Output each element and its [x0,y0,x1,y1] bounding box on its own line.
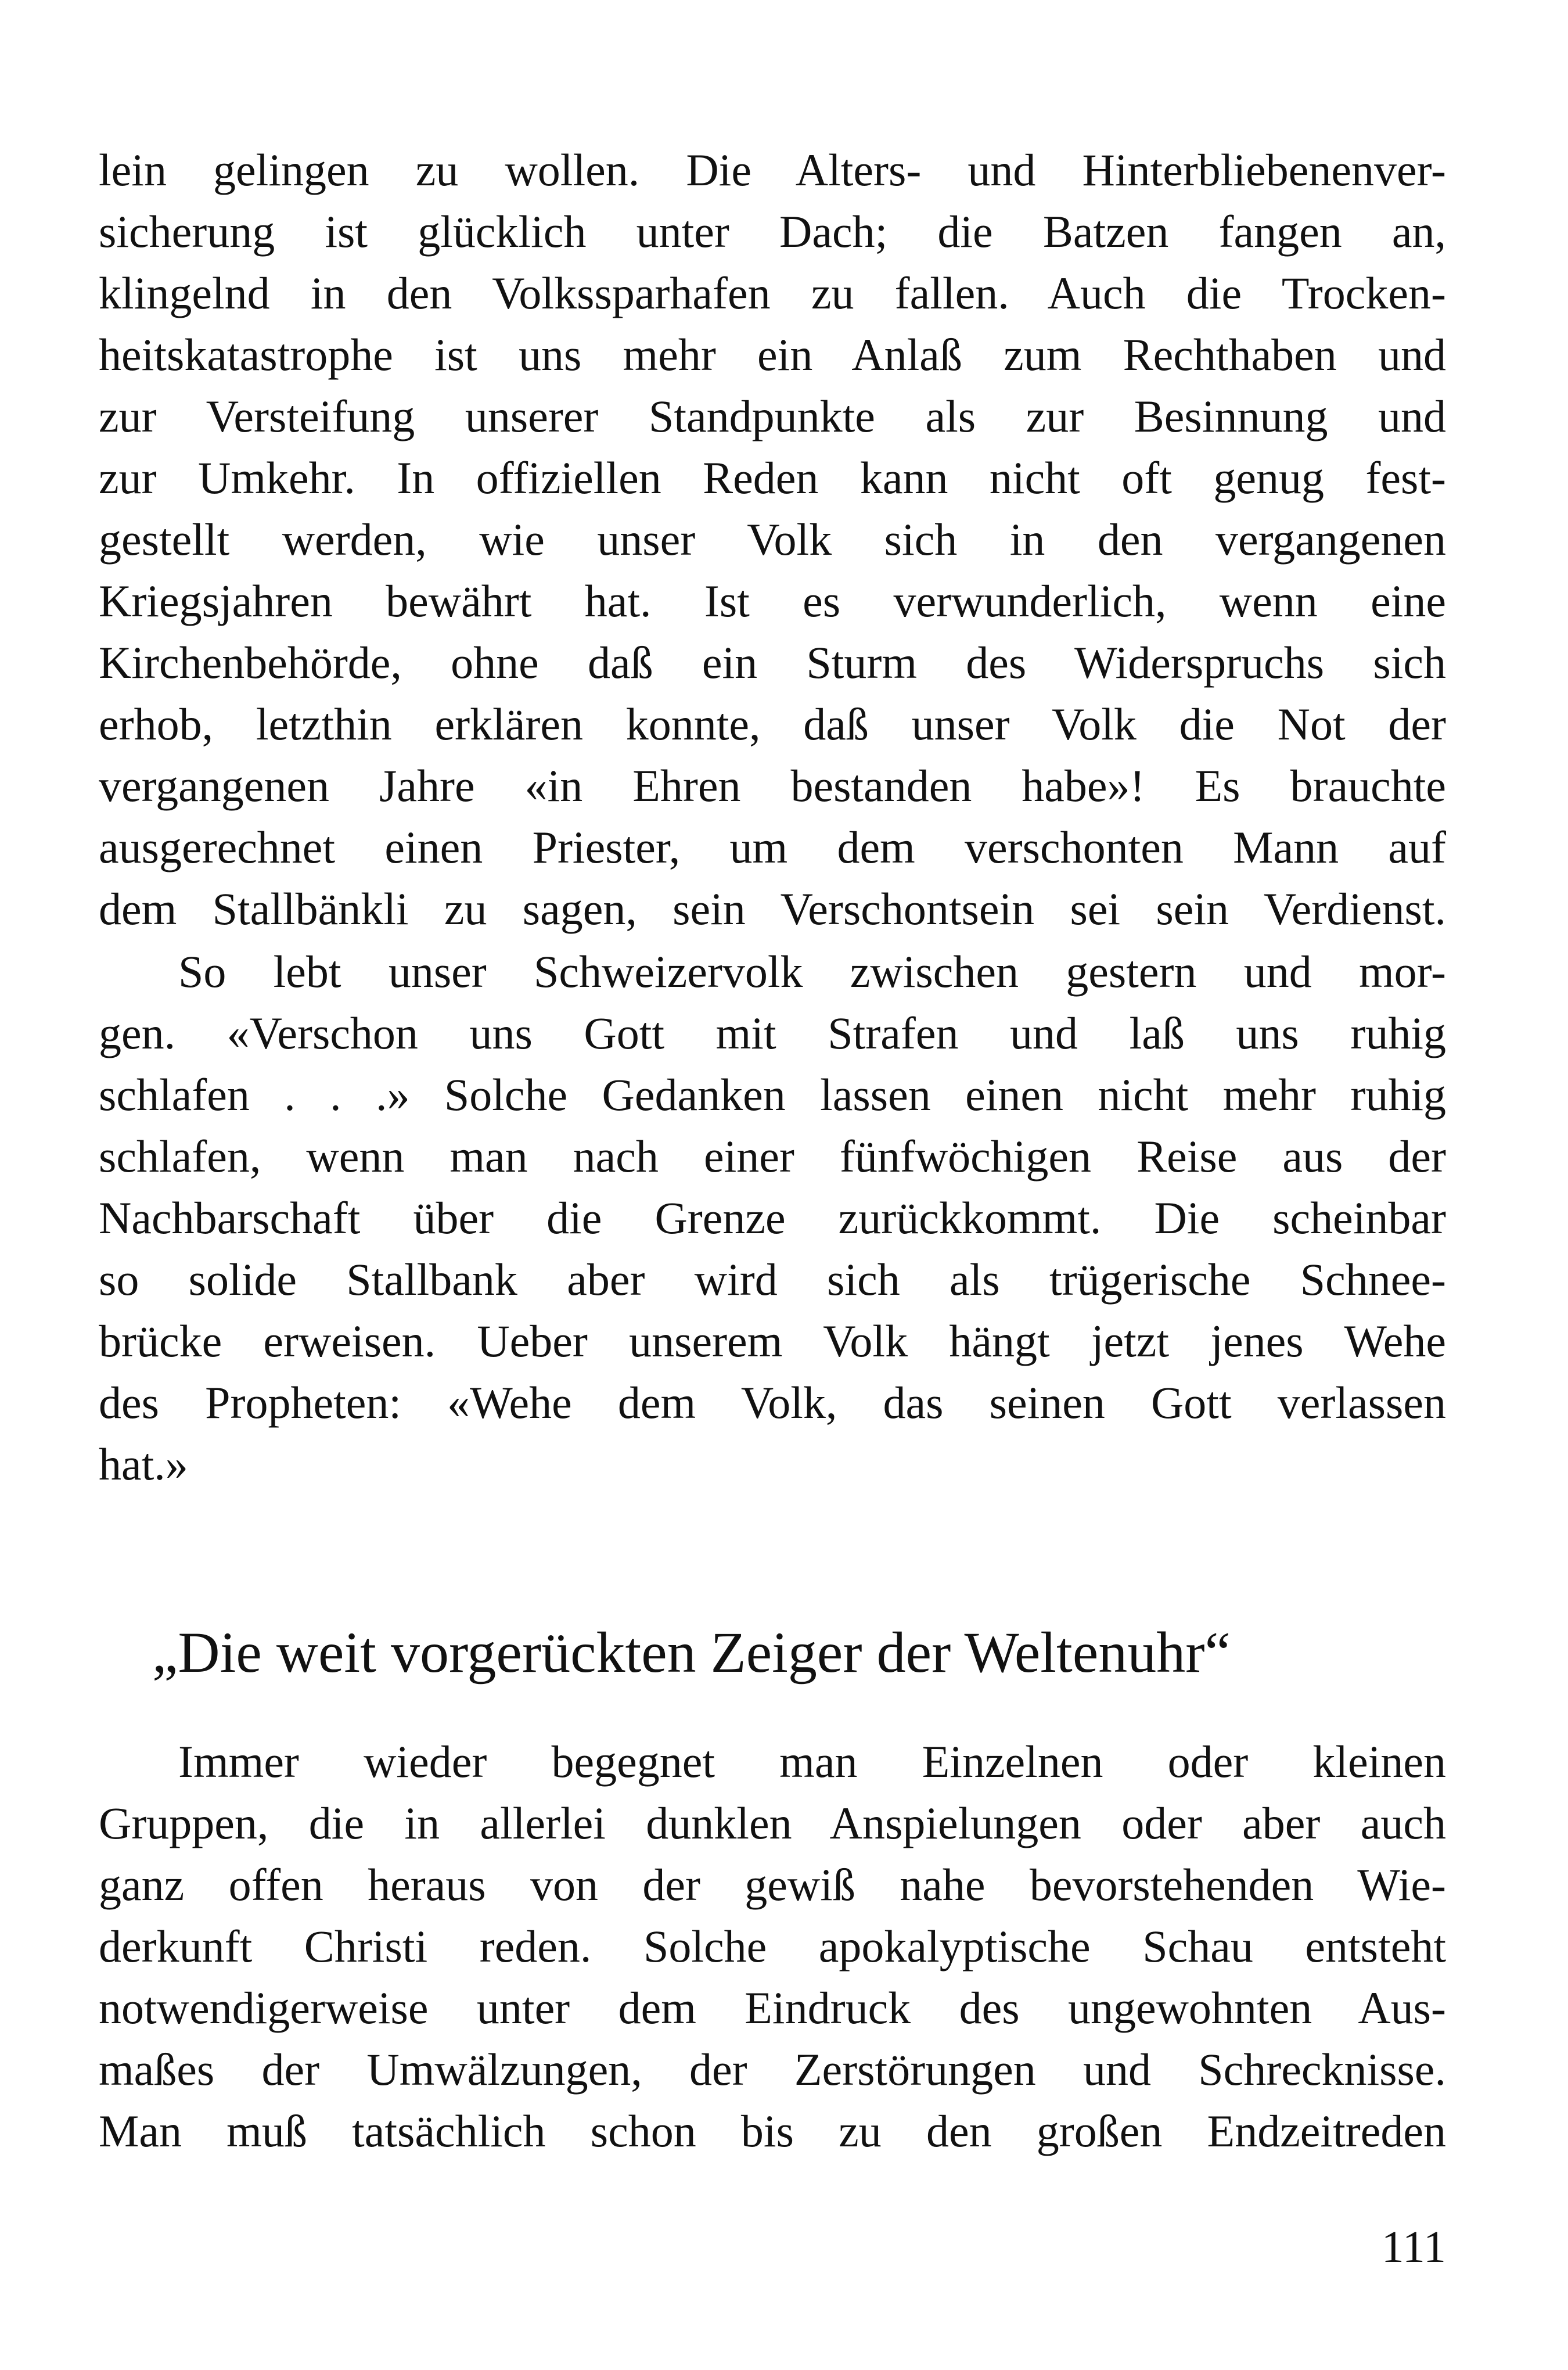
text-line: brücke erweisen. Ueber unserem Volk hängt jetzt jenes Wehe [99,1316,1446,1366]
text-line: lein gelingen zu wollen. Die Alters- und Hinterbliebenenver- [99,145,1446,195]
section-heading: „Die weit vorgerückten Zeiger der Weltenuhr“ [152,1620,1231,1685]
page-number: 111 [1381,2221,1446,2272]
text-line: Nachbarschaft über die Grenze zurückkommt. Die scheinbar [99,1193,1446,1243]
text-line: gen. «Verschon uns Gott mit Strafen und laß uns ruhig [99,1008,1446,1058]
text-line: Kirchenbehörde, ohne daß ein Sturm des Widerspruchs sich [99,637,1446,688]
text-line: zur Versteifung unserer Standpunkte als zur Besinnung und [99,391,1446,441]
text-line: Immer wieder begegnet man Einzelnen oder kleinen [178,1736,1446,1787]
paragraph-2 [99,941,1446,1495]
paragraph-3 [99,1731,1446,2162]
text-line: Kriegsjahren bewährt hat. Ist es verwunderlich, wenn eine [99,576,1446,626]
text-line: gestellt werden, wie unser Volk sich in den vergangenen [99,514,1446,565]
text-line: maßes der Umwälzungen, der Zerstörungen und Schrecknisse. [99,2044,1446,2095]
text-line: schlafen, wenn man nach einer fünfwöchigen Reise aus der [99,1131,1446,1182]
text-line: heitskatastrophe ist uns mehr ein Anlaß zum Rechthaben und [99,329,1446,380]
text-line: hat.» [99,1439,188,1489]
text-line: vergangenen Jahre «in Ehren bestanden habe»! Es brauchte [99,760,1446,811]
text-line: Man muß tatsächlich schon bis zu den großen Endzeitreden [99,2106,1446,2156]
paragraph-1 [99,139,1446,940]
text-line: ausgerechnet einen Priester, um dem verschonten Mann auf [99,822,1446,872]
text-line: klingelnd in den Volkssparhafen zu fallen. Auch die Trocken- [99,268,1446,318]
text-line: so solide Stallbank aber wird sich als trügerische Schnee- [99,1254,1446,1305]
text-line: notwendigerweise unter dem Eindruck des ungewohnten Aus- [99,1983,1446,2033]
text-line: dem Stallbänkli zu sagen, sein Verschontsein sei sein Verdienst. [99,884,1446,934]
text-line: zur Umkehr. In offiziellen Reden kann nicht oft genug fest- [99,453,1446,503]
text-line: So lebt unser Schweizervolk zwischen gestern und mor- [178,946,1446,997]
text-line: des Propheten: «Wehe dem Volk, das seinen Gott verlassen [99,1377,1446,1428]
text-line: sicherung ist glücklich unter Dach; die Batzen fangen an, [99,206,1446,257]
text-line: derkunft Christi reden. Solche apokalyptische Schau entsteht [99,1921,1446,1972]
text-line: schlafen . . .» Solche Gedanken lassen einen nicht mehr ruhig [99,1069,1446,1120]
text-line: Gruppen, die in allerlei dunklen Anspielungen oder aber auch [99,1798,1446,1848]
text-line: erhob, letzthin erklären konnte, daß unser Volk die Not der [99,699,1446,749]
text-line: ganz offen heraus von der gewiß nahe bevorstehenden Wie- [99,1859,1446,1910]
